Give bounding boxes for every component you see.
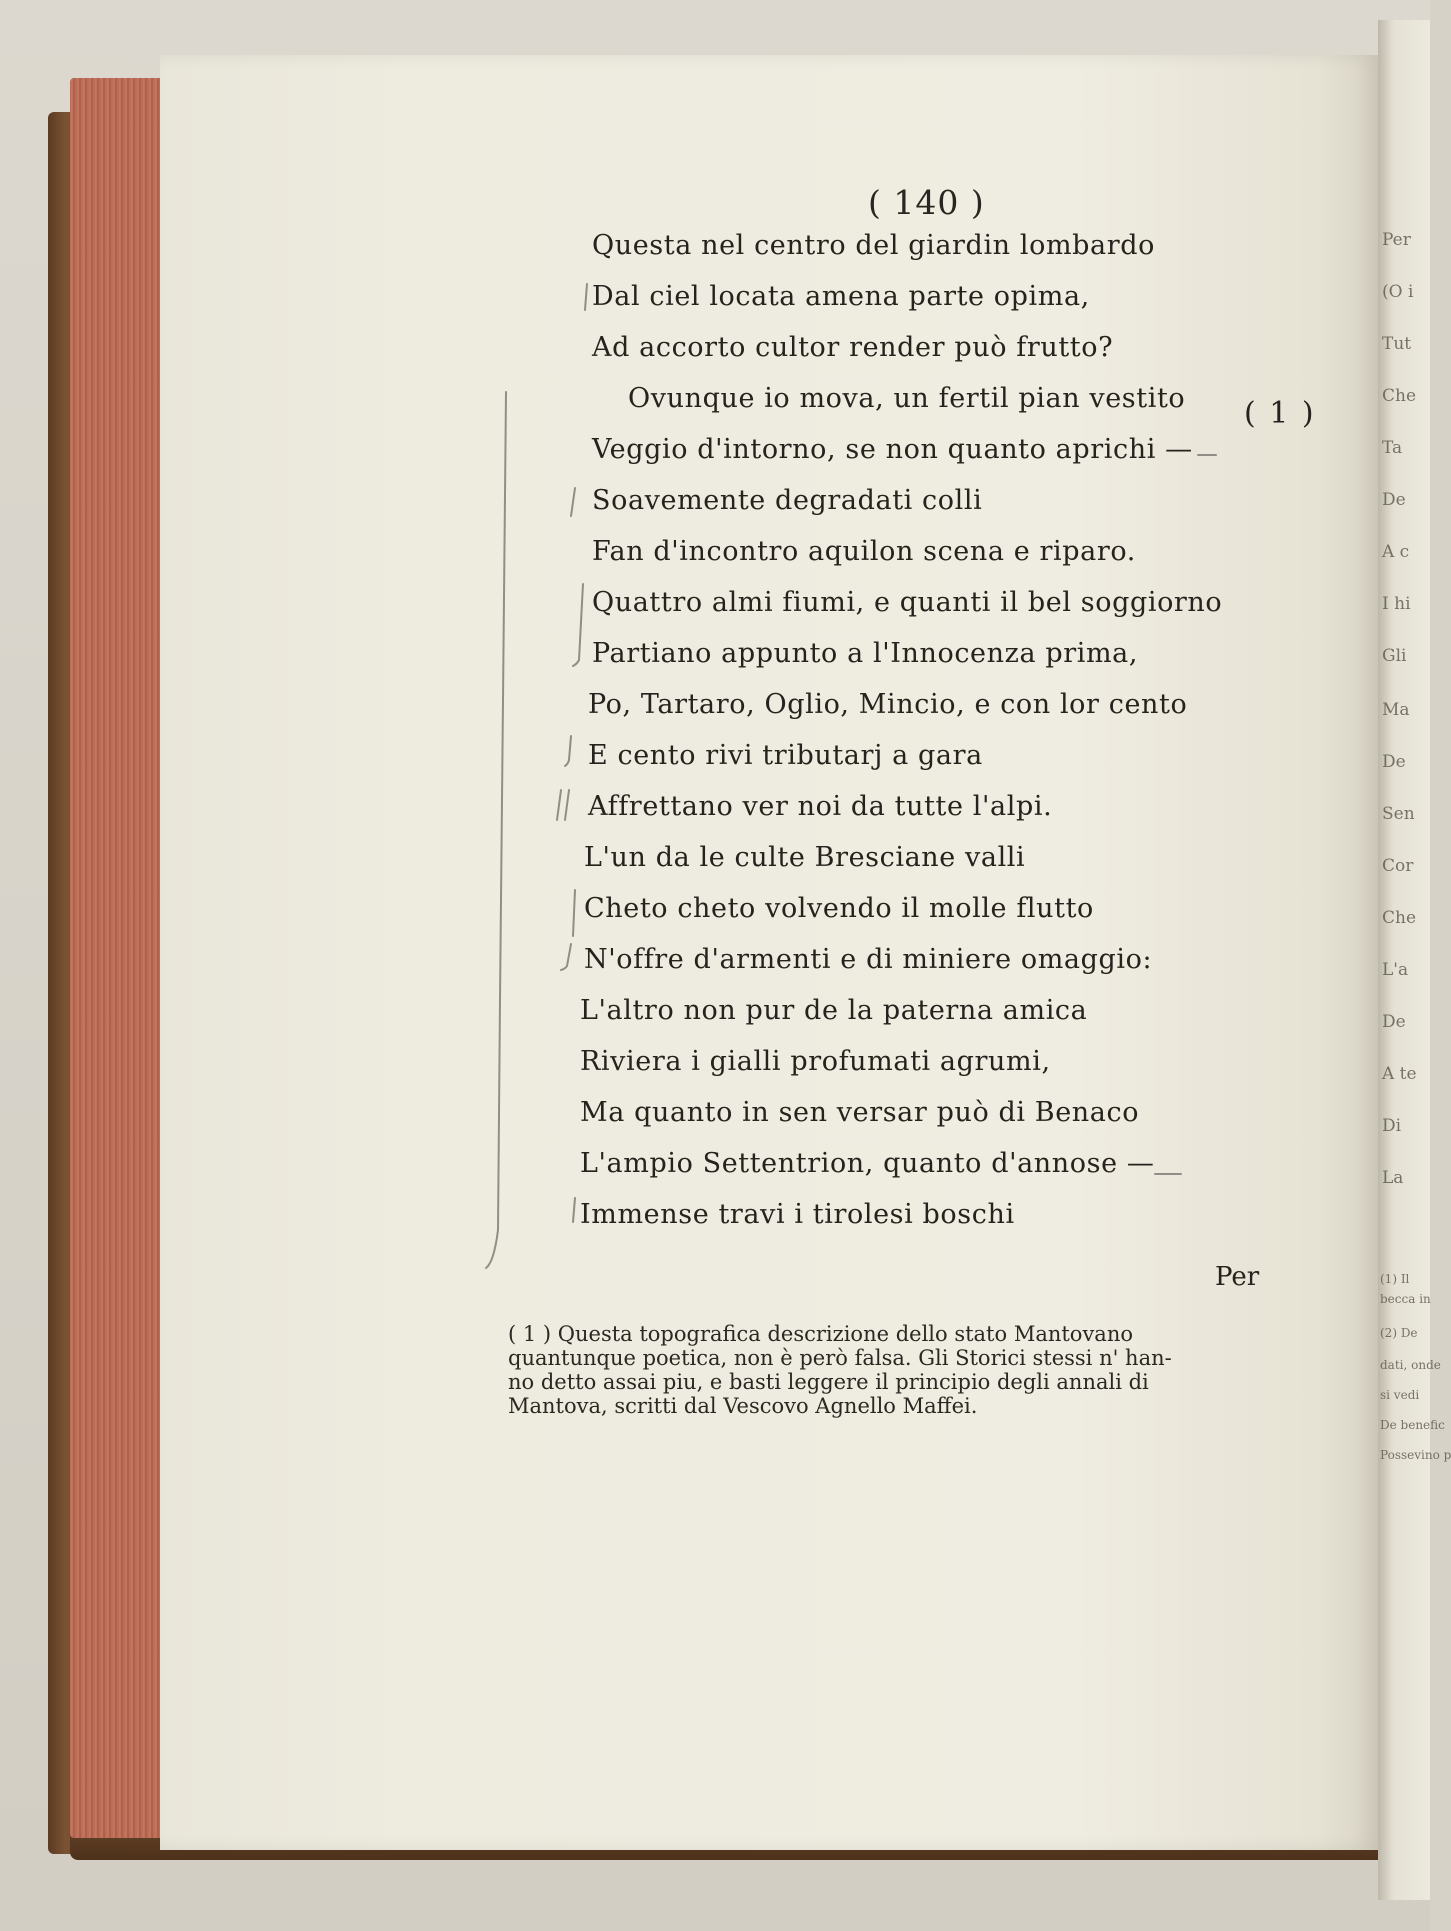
page-number: ( 140 ) xyxy=(868,183,985,222)
verse-line: E cento rivi tributarj a gara xyxy=(588,740,983,771)
verse-line: Ad accorto cultor render può frutto? xyxy=(592,332,1114,363)
facing-line: Sen xyxy=(1382,804,1415,824)
page-edges xyxy=(70,78,162,1838)
footnote-marker: ( 1 ) xyxy=(1244,396,1316,431)
facing-note: Possevino p xyxy=(1380,1448,1451,1462)
footnote-line: quantunque poetica, non è però falsa. Gli Storici stessi n' han- xyxy=(508,1346,1172,1370)
footnote-line: no detto assai piu, e basti leggere il principio degli annali di xyxy=(508,1370,1149,1394)
verse-line: Riviera i gialli profumati agrumi, xyxy=(580,1046,1051,1077)
facing-line: I hi xyxy=(1382,594,1411,614)
verse-line: Immense travi i tirolesi boschi xyxy=(580,1199,1015,1230)
facing-line: Che xyxy=(1382,908,1417,928)
verse-line: L'altro non pur de la paterna amica xyxy=(580,995,1088,1026)
facing-line: Tut xyxy=(1382,334,1412,354)
verse-line: Ovunque io mova, un fertil pian vestito xyxy=(628,383,1186,414)
footnote-line: Mantova, scritti dal Vescovo Agnello Maffei. xyxy=(508,1394,978,1418)
facing-line: Per xyxy=(1382,230,1411,250)
facing-line: De xyxy=(1382,1012,1406,1032)
facing-line: A c xyxy=(1382,542,1410,562)
facing-line: Cor xyxy=(1382,856,1414,876)
facing-line: L'a xyxy=(1382,960,1409,980)
verse-line: L'ampio Settentrion, quanto d'annose — xyxy=(580,1148,1155,1179)
verse-line: Po, Tartaro, Oglio, Mincio, e con lor cento xyxy=(588,689,1188,720)
verse-line: Partiano appunto a l'Innocenza prima, xyxy=(592,638,1139,669)
facing-line: A te xyxy=(1382,1064,1417,1084)
verse-line: Soavemente degradati colli xyxy=(592,485,983,516)
verse-line: Dal ciel locata amena parte opima, xyxy=(592,281,1090,312)
facing-note: becca in xyxy=(1380,1292,1431,1306)
facing-note: De benefic xyxy=(1380,1418,1445,1432)
facing-line: Che xyxy=(1382,386,1417,406)
verse-line: L'un da le culte Bresciane valli xyxy=(584,842,1026,873)
facing-line: Ta xyxy=(1382,438,1403,458)
verse-line: Fan d'incontro aquilon scena e riparo. xyxy=(592,536,1136,567)
catchword: Per xyxy=(1215,1262,1260,1292)
verse-line: N'offre d'armenti e di miniere omaggio: xyxy=(584,944,1153,975)
verse-line: Affrettano ver noi da tutte l'alpi. xyxy=(588,791,1053,822)
facing-line: La xyxy=(1382,1168,1404,1188)
facing-line: De xyxy=(1382,752,1406,772)
facing-note: (2) De xyxy=(1380,1326,1418,1340)
verse-line: Cheto cheto volvendo il molle flutto xyxy=(584,893,1094,924)
facing-note: si vedi xyxy=(1380,1388,1420,1402)
facing-note: dati, onde xyxy=(1380,1358,1441,1372)
facing-note: (1) Il xyxy=(1380,1272,1410,1286)
verse-line: Questa nel centro del giardin lombardo xyxy=(592,230,1155,261)
verse-line: Ma quanto in sen versar può di Benaco xyxy=(580,1097,1140,1128)
facing-line: (O i xyxy=(1382,282,1414,302)
facing-line: De xyxy=(1382,490,1406,510)
verse-line: Veggio d'intorno, se non quanto aprichi — xyxy=(592,434,1193,465)
verse-line: Quattro almi fiumi, e quanti il bel soggiorno xyxy=(592,587,1223,618)
footnote-line: ( 1 ) Questa topografica descrizione dello stato Mantovano xyxy=(508,1322,1133,1346)
facing-line: Gli xyxy=(1382,646,1407,666)
facing-line: Ma xyxy=(1382,700,1410,720)
facing-line: Di xyxy=(1382,1116,1402,1136)
footnote xyxy=(508,1322,1298,1418)
facing-page xyxy=(1378,20,1451,1900)
